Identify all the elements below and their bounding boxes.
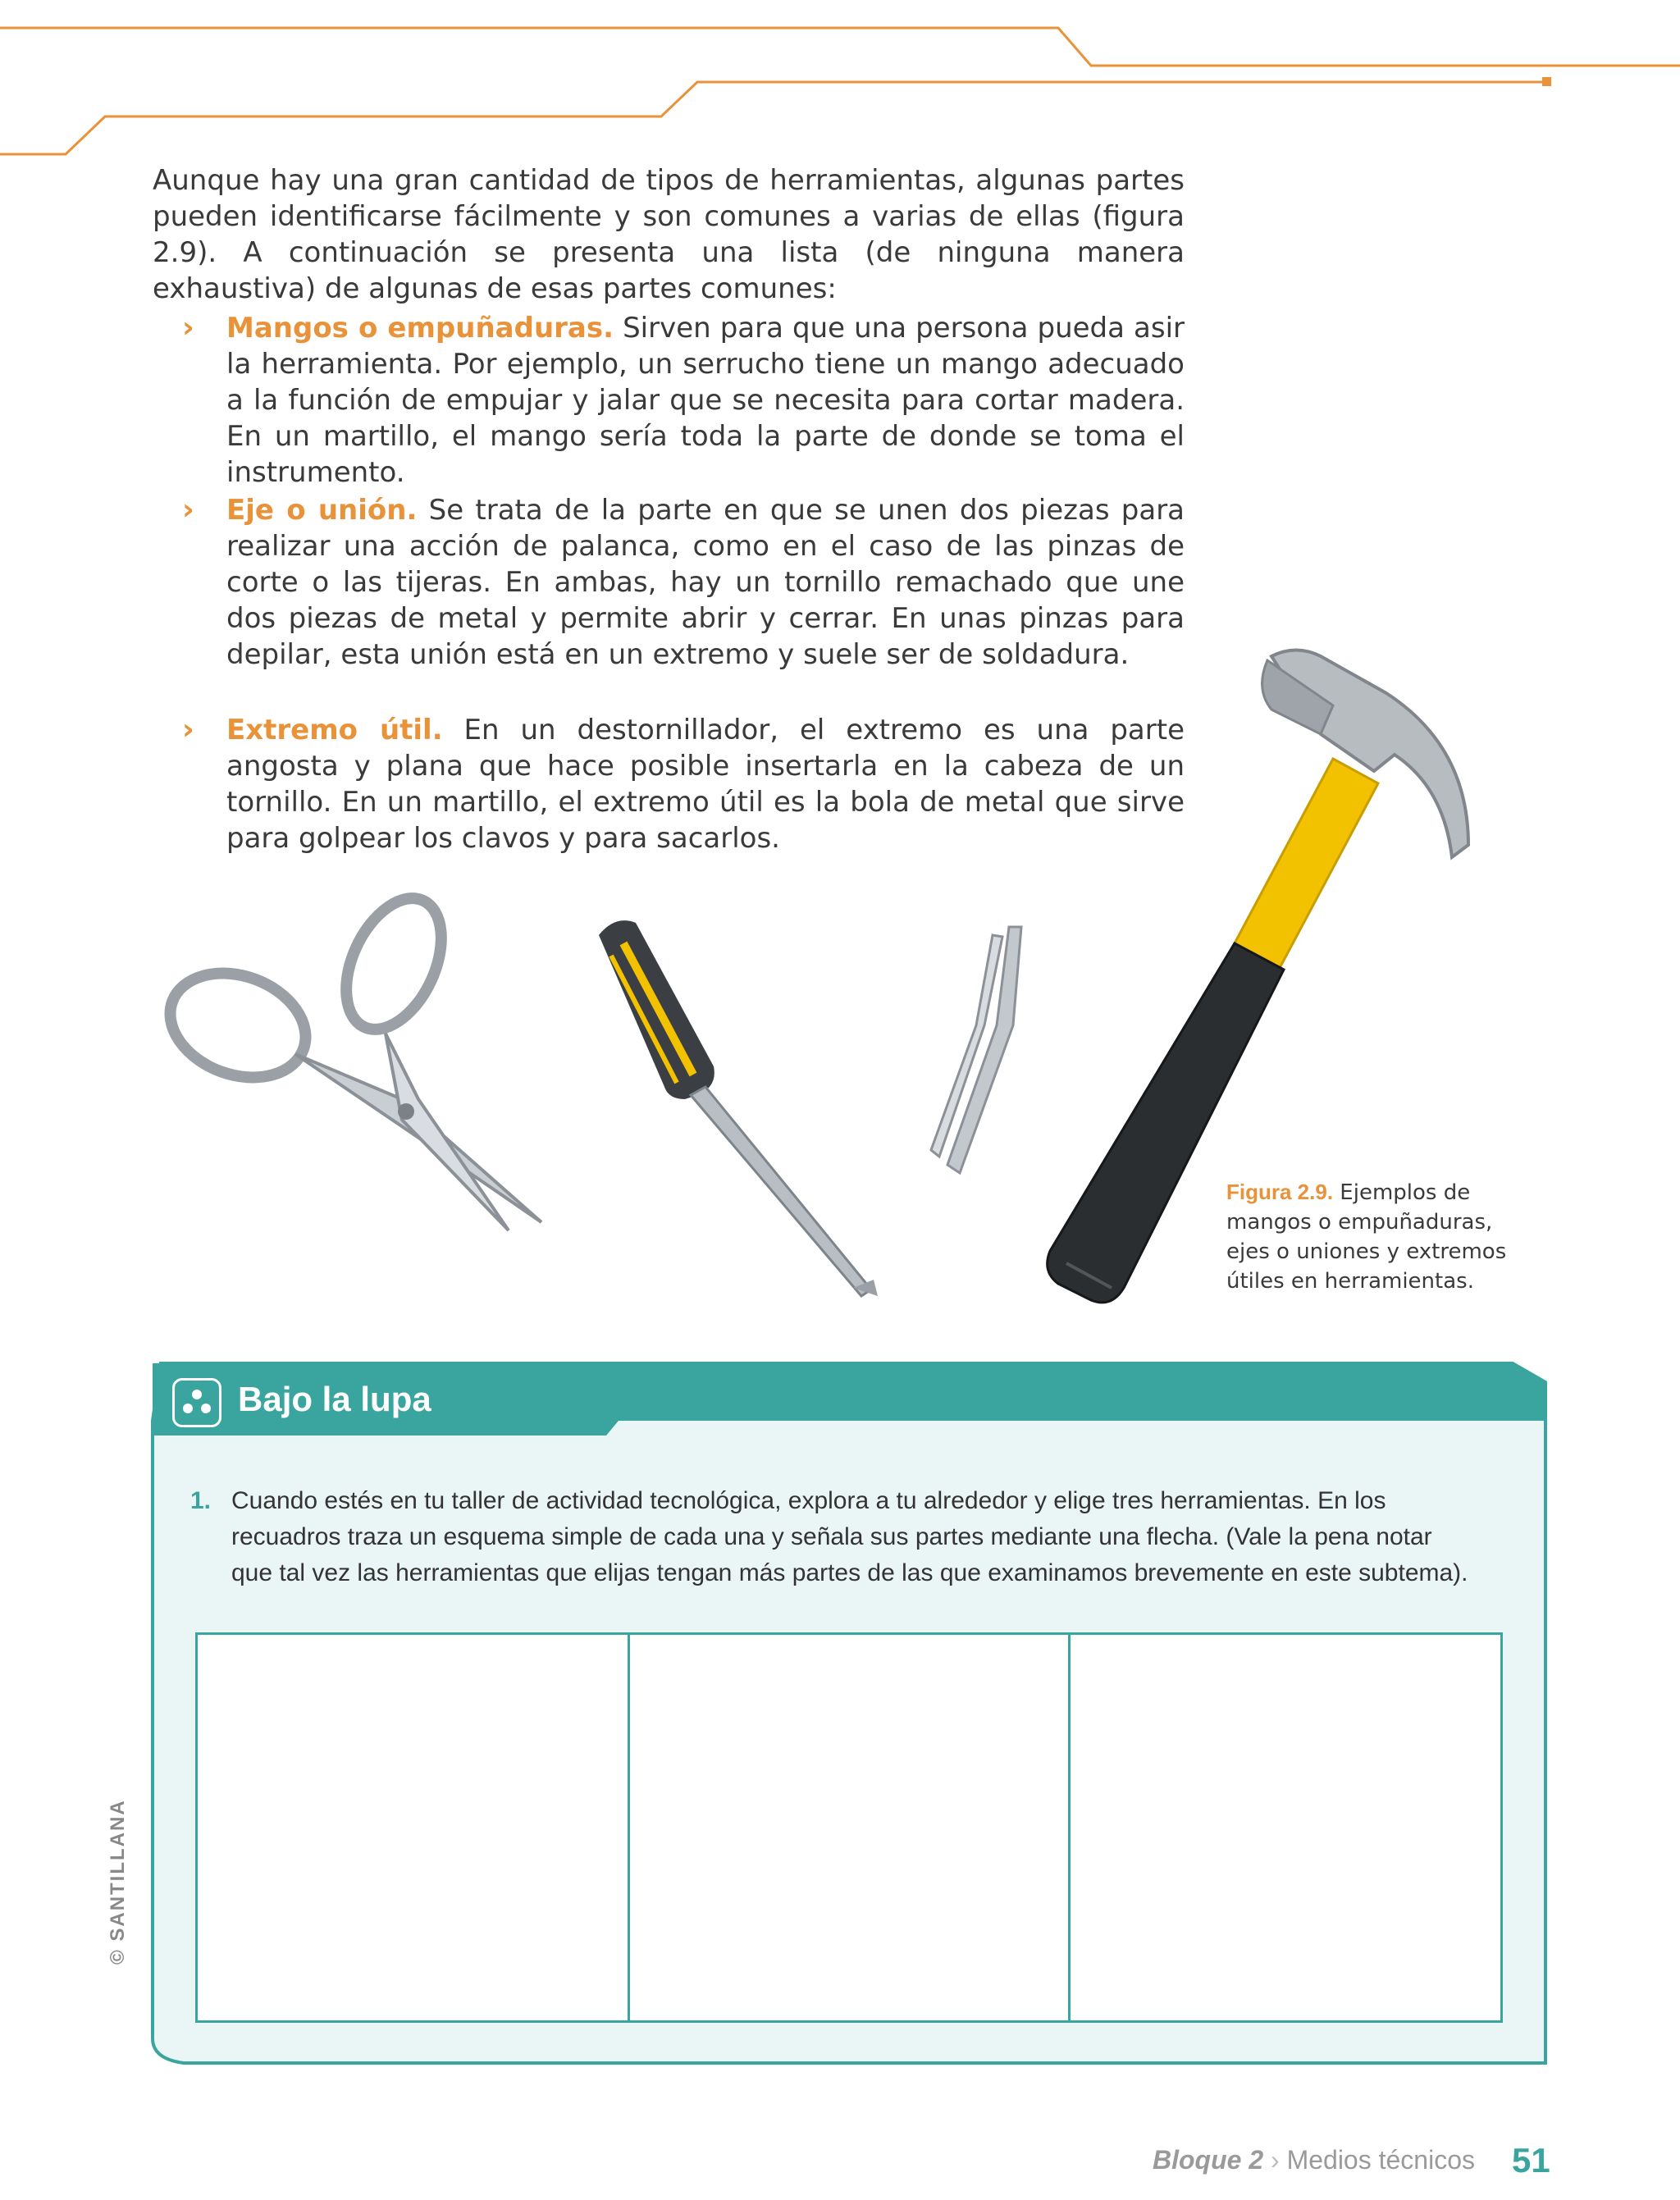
drawing-box[interactable]: [198, 1635, 630, 2020]
footer-section: Medios técnicos: [1286, 2145, 1475, 2175]
bullet-text: Se trata de la parte en que se unen dos piezas para realizar una acción de palanca, como en el caso de las pinzas de corte o las tijeras. En ambas, hay un tornillo remachado que une dos piezas de metal y permite abrir y cerrar. En unas pinzas para depilar, esta unión está en un extremo y suele ser de soldadura.: [226, 494, 1185, 671]
bullet-term: Extremo útil.: [226, 714, 443, 746]
figure-caption-text: Ejemplos de mangos o empuñaduras, ejes o uniones y extremos útiles en herramientas.: [1226, 1180, 1507, 1294]
activity-text: Cuando estés en tu taller de actividad tecnológica, explora a tu alrededor y elige tres herramientas. En los recuadros traza un esquema simple de cada una y señala sus partes mediante una flecha. (Vale la pena notar que tal vez las herramientas que elijas tengan más partes de las que examinamos brevemente en este subtema).: [231, 1487, 1468, 1586]
footer-bloque: [1153, 2145, 1475, 2175]
intro-paragraph: Aunque hay una gran cantidad de tipos de herramientas, algunas partes pueden identificarse fácilmente y son comunes a varias de ellas (figura 2.9). A continuación se presenta una lista (de ninguna manera exhaustiva) de algunas de esas partes comunes:: [153, 164, 1185, 305]
footer-bloque-label: Bloque 2: [1153, 2145, 1264, 2175]
activity-box-title: Bajo la lupa: [238, 1380, 431, 1418]
figure-label: Figura 2.9.: [1226, 1180, 1334, 1204]
bullet-text: Sirven para que una persona pueda asir la herramienta. Por ejemplo, un serrucho tiene un mango adecuado a la función de empujar y jalar que se necesita para cortar madera. En un martillo, el mango sería toda la parte de donde se toma el instrumento.: [226, 312, 1185, 489]
bullet-mangos: [182, 310, 1185, 489]
bullet-term: Mangos o empuñaduras.: [226, 312, 614, 345]
dots-icon: [172, 1378, 221, 1427]
footer-separator: ›: [1263, 2145, 1287, 2175]
tweezers-image: [931, 927, 1021, 1173]
bullet-marker: ›: [182, 311, 194, 345]
bullet-text: En un destornillador, el extremo es una parte angosta y plana que hace posible insertarla en la cabeza de un tornillo. En un martillo, el extremo útil es la bola de metal que sirve para golpear los clavos y para sacarlos.: [226, 714, 1185, 855]
page-number: 51: [1512, 2141, 1550, 2179]
bullet-marker: ›: [182, 493, 194, 527]
drawing-grid: [195, 1632, 1503, 2023]
screwdriver-image: [599, 920, 878, 1296]
figure-caption: [1226, 1177, 1530, 1296]
activity-number: 1.: [190, 1487, 212, 1514]
header-decoration: [0, 0, 1680, 164]
bullet-term: Eje o unión.: [226, 494, 418, 527]
drawing-box[interactable]: [630, 1635, 1071, 2020]
scissors-image: [156, 883, 541, 1230]
drawing-box[interactable]: [1071, 1635, 1500, 2020]
copyright-notice: © SANTILLANA: [107, 1799, 129, 1965]
bullet-marker: ›: [182, 713, 194, 746]
